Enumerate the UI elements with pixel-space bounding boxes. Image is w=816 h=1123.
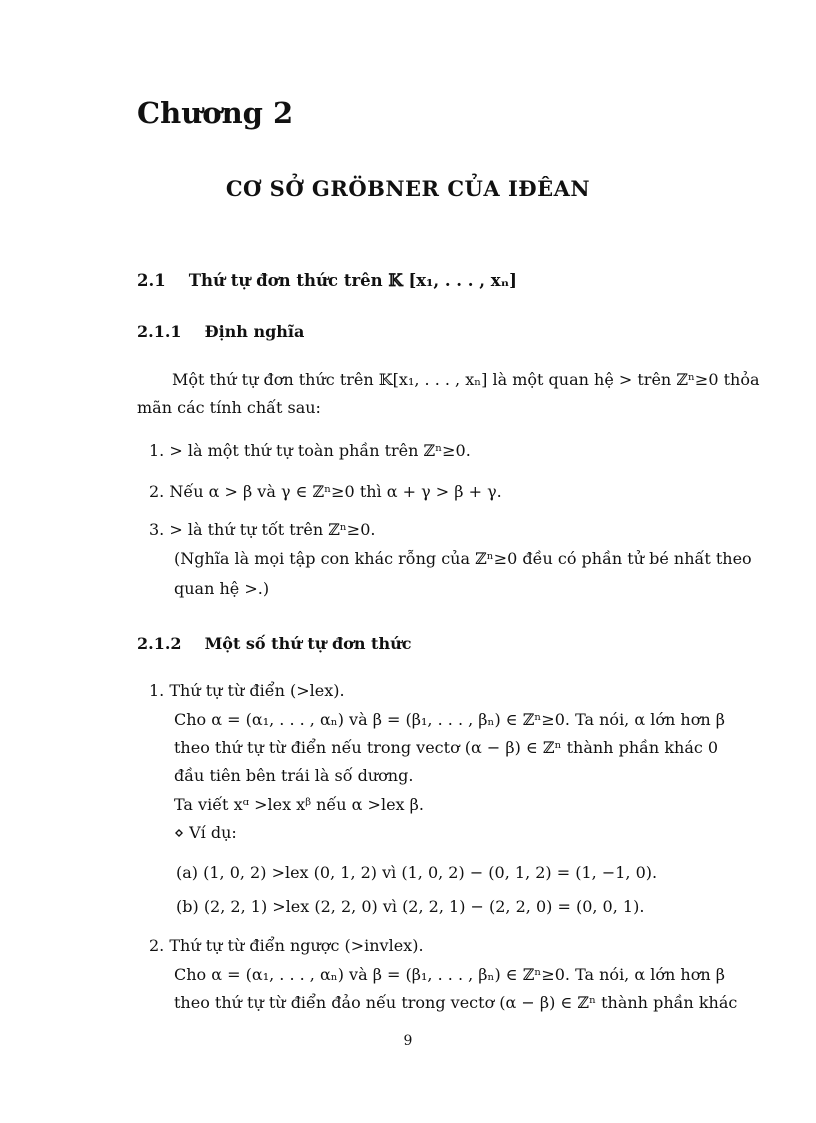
page-number: 9 xyxy=(403,1033,413,1049)
subsection-number: 2.1.1 xyxy=(137,322,182,341)
property-item-3-note-line-2: quan hệ >.) xyxy=(174,579,270,598)
invlex-order-text-line-1: Cho α = (α₁, . . . , αₙ) và β = (β₁, . . . , βₙ) ∈ ℤⁿ≥0. Ta nói, α lớn hơn β xyxy=(174,965,725,984)
lex-order-heading: 1. Thứ tự từ điển (>lex). xyxy=(149,681,345,700)
property-item-3: 3. > là thứ tự tốt trên ℤⁿ≥0. xyxy=(149,520,376,539)
definition-text-line-2: mãn các tính chất sau: xyxy=(137,398,321,417)
definition-text-line-1: Một thứ tự đơn thức trên 𝕂[x₁, . . . , xₙ] là một quan hệ > trên ℤⁿ≥0 thỏa xyxy=(172,370,760,389)
property-item-3-note-line-1: (Nghĩa là mọi tập con khác rỗng của ℤⁿ≥0 đều có phần tử bé nhất theo xyxy=(174,549,752,568)
invlex-order-text-line-2: theo thứ tự từ điển đảo nếu trong vectơ (α − β) ∈ ℤⁿ thành phần khác xyxy=(174,993,738,1012)
lex-order-text-line-4: Ta viết xᵅ >lex xᵝ nếu α >lex β. xyxy=(174,795,424,814)
property-item-1: 1. > là một thứ tự toàn phần trên ℤⁿ≥0. xyxy=(149,441,471,460)
subsection-title: Định nghĩa xyxy=(204,322,305,341)
chapter-title: CƠ SỞ GRÖBNER CỦA IĐÊAN xyxy=(225,176,591,201)
lex-order-text-line-1: Cho α = (α₁, . . . , αₙ) và β = (β₁, . . . , βₙ) ∈ ℤⁿ≥0. Ta nói, α lớn hơn β xyxy=(174,710,725,729)
section-heading xyxy=(137,271,517,290)
section-number: 2.1 xyxy=(137,271,166,290)
subsection-title: Một số thứ tự đơn thức xyxy=(204,634,412,653)
subsection-heading-orders xyxy=(137,634,411,653)
section-title: Thứ tự đơn thức trên 𝕂 [x₁, . . . , xₙ] xyxy=(188,271,517,290)
lex-example-label: ⋄ Ví dụ: xyxy=(174,823,237,842)
subsection-number: 2.1.2 xyxy=(137,634,182,653)
property-item-2: 2. Nếu α > β và γ ∈ ℤⁿ≥0 thì α + γ > β + γ. xyxy=(149,482,502,501)
lex-example-a: (a) (1, 0, 2) >lex (0, 1, 2) vì (1, 0, 2) − (0, 1, 2) = (1, −1, 0). xyxy=(176,863,658,882)
invlex-order-heading: 2. Thứ tự từ điển ngược (>invlex). xyxy=(149,936,424,955)
lex-order-text-line-2: theo thứ tự từ điển nếu trong vectơ (α − β) ∈ ℤⁿ thành phần khác 0 xyxy=(174,738,719,757)
lex-order-text-line-3: đầu tiên bên trái là số dương. xyxy=(174,766,414,785)
lex-example-b: (b) (2, 2, 1) >lex (2, 2, 0) vì (2, 2, 1) − (2, 2, 0) = (0, 0, 1). xyxy=(176,897,645,916)
chapter-label: Chương 2 xyxy=(137,96,294,130)
subsection-heading-definition xyxy=(137,322,304,341)
